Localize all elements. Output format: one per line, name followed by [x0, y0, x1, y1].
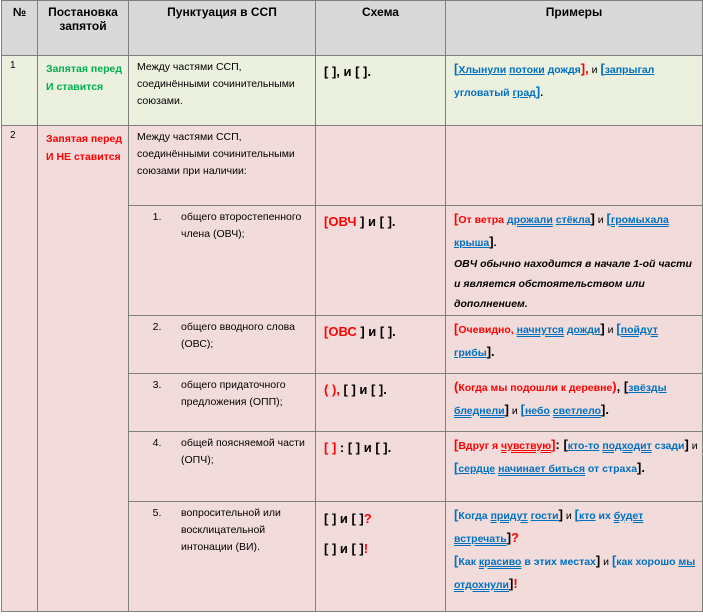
- header-scheme: Схема: [316, 1, 446, 56]
- example: [Вдруг я чувствую]: [кто-то подходит сзади] и [сердце начинает биться от страха].: [446, 432, 703, 502]
- example: [От ветра дрожали стёкла] и [громыхала крыша]. ОВЧ обычно находится в начале 1-ой части и является обстоятельством или дополнением.: [446, 206, 703, 316]
- rule-text: Между частями ССП, соединёнными сочинительными союзами.: [129, 56, 316, 126]
- row-number: 1: [2, 56, 38, 126]
- sub-rule: 4. общей поясняемой части (ОПЧ);: [129, 432, 316, 502]
- placement-label: Запятая перед И ставится: [38, 56, 129, 126]
- sub-rule: 1. общего второстепенного члена (ОВЧ);: [129, 206, 316, 316]
- sub-rule: 3. общего придаточного предложения (ОПП);: [129, 374, 316, 432]
- sub-rule: 2. общего вводного слова (ОВС);: [129, 316, 316, 374]
- note: ОВЧ обычно находится в начале 1-ой части и является обстоятельством или дополнением.: [454, 258, 692, 310]
- example: [Хлынули потоки дождя], и [запрыгал угловатый град].: [446, 56, 703, 126]
- scheme: [ ], и [ ].: [316, 56, 446, 126]
- scheme: [ОВЧ ] и [ ].: [316, 206, 446, 316]
- table-row-2: [2, 126, 703, 206]
- placement-label: Запятая перед И НЕ ставится: [38, 126, 129, 612]
- scheme: ( ), [ ] и [ ].: [316, 374, 446, 432]
- scheme: [ ] и [ ]? [ ] и [ ]!: [316, 502, 446, 612]
- example: [Очевидно, начнутся дожди] и [пойдут грибы].: [446, 316, 703, 374]
- punctuation-table: [1, 0, 703, 612]
- row-number: 2: [2, 126, 38, 612]
- example: (Когда мы подошли к деревне), [звёзды бледнели] и [небо светлело].: [446, 374, 703, 432]
- table-row-1: [2, 56, 703, 126]
- example: [Когда придут гости] и [кто их будет встречать]? [Как красиво в этих местах] и [как хорошо мы отдохнули]!: [446, 502, 703, 612]
- scheme: [ОВС ] и [ ].: [316, 316, 446, 374]
- header-row: [2, 1, 703, 56]
- sub-rule: 5. вопросительной или восклицательной интонации (ВИ).: [129, 502, 316, 612]
- scheme: [ ] : [ ] и [ ].: [316, 432, 446, 502]
- header-punctuation: Пунктуация в ССП: [129, 1, 316, 56]
- header-examples: Примеры: [446, 1, 703, 56]
- header-placement: Постановка запятой: [38, 1, 129, 56]
- rule-text: Между частями ССП, соединёнными сочинительными союзами при наличии:: [129, 126, 316, 206]
- scheme-empty: [316, 126, 446, 206]
- header-number: №: [2, 1, 38, 56]
- example-empty: [446, 126, 703, 206]
